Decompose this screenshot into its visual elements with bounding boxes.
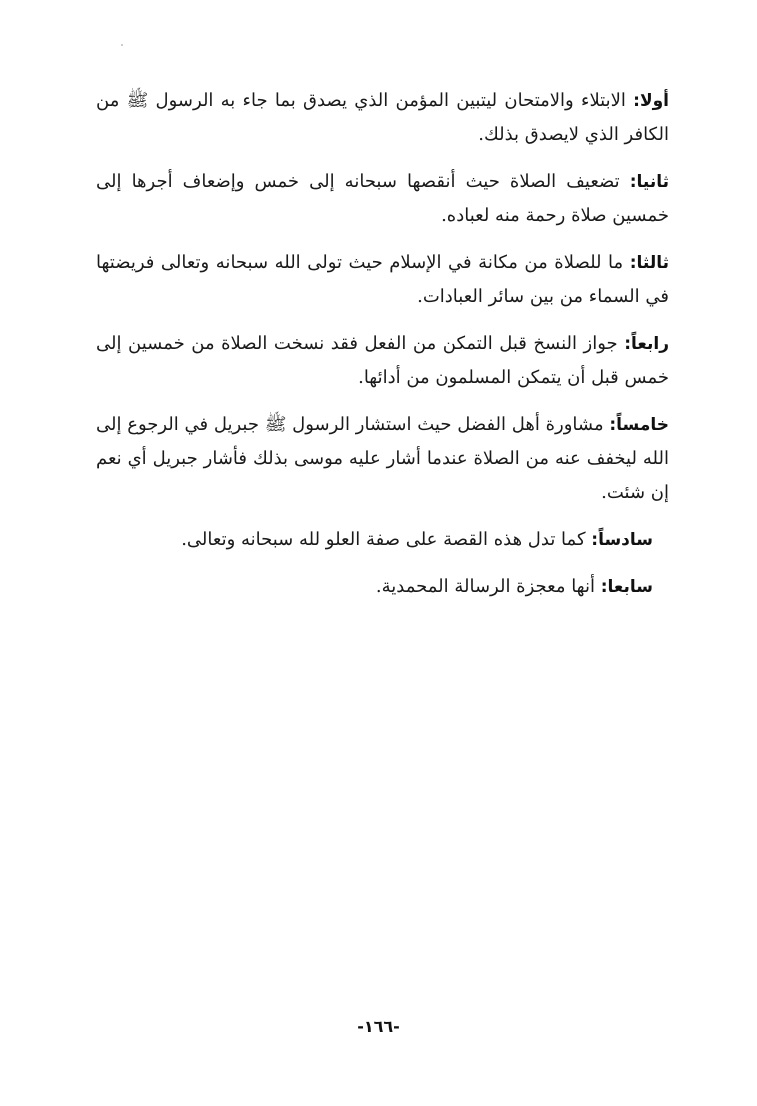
lesson-text-7: أنها معجزة الرسالة المحمدية.	[375, 576, 595, 597]
page-number: -١٦٦-	[357, 1017, 400, 1036]
lesson-label-5: خامساً:	[609, 415, 669, 435]
lesson-label-7: سابعا:	[600, 577, 653, 597]
lesson-label-2: ثانيا:	[629, 172, 669, 192]
scan-speck	[121, 44, 123, 46]
lesson-label-4: رابعاً:	[624, 334, 669, 354]
lesson-paragraph-2	[96, 165, 669, 233]
lesson-paragraph-6	[96, 523, 669, 557]
lesson-paragraph-3	[96, 246, 669, 314]
lessons-list	[96, 84, 669, 617]
lesson-paragraph-1	[96, 84, 669, 152]
lesson-text-6: كما تدل هذه القصة على صفة العلو لله سبحانه وتعالى.	[181, 529, 586, 550]
lesson-paragraph-5	[96, 408, 669, 510]
lesson-text-4: جواز النسخ قبل التمكن من الفعل فقد نسخت الصلاة من خمسين إلى خمس قبل أن يتمكن المسلمون من أدائها.	[96, 333, 669, 388]
lesson-text-1: الابتلاء والامتحان ليتبين المؤمن الذي يصدق بما جاء به الرسول ﷺ من الكافر الذي لايصدق بذلك.	[96, 90, 669, 145]
lesson-text-5: مشاورة أهل الفضل حيث استشار الرسول ﷺ جبريل في الرجوع إلى الله ليخفف عنه من الصلاة عندما أشار عليه موسى بذلك فأشار جبريل أي نعم إن شئت.	[96, 414, 669, 503]
lesson-text-3: ما للصلاة من مكانة في الإسلام حيث تولى الله سبحانه وتعالى فريضتها في السماء من بين سائر العبادات.	[96, 252, 669, 307]
lesson-label-6: سادساً:	[591, 530, 653, 550]
lesson-paragraph-7	[96, 570, 669, 604]
lesson-label-1: أولا:	[633, 91, 669, 111]
lesson-label-3: ثالثا:	[629, 253, 669, 273]
lesson-paragraph-4	[96, 327, 669, 395]
lesson-text-2: تضعيف الصلاة حيث أنقصها سبحانه إلى خمس وإضعاف أجرها إلى خمسين صلاة رحمة منه لعباده.	[96, 171, 669, 226]
